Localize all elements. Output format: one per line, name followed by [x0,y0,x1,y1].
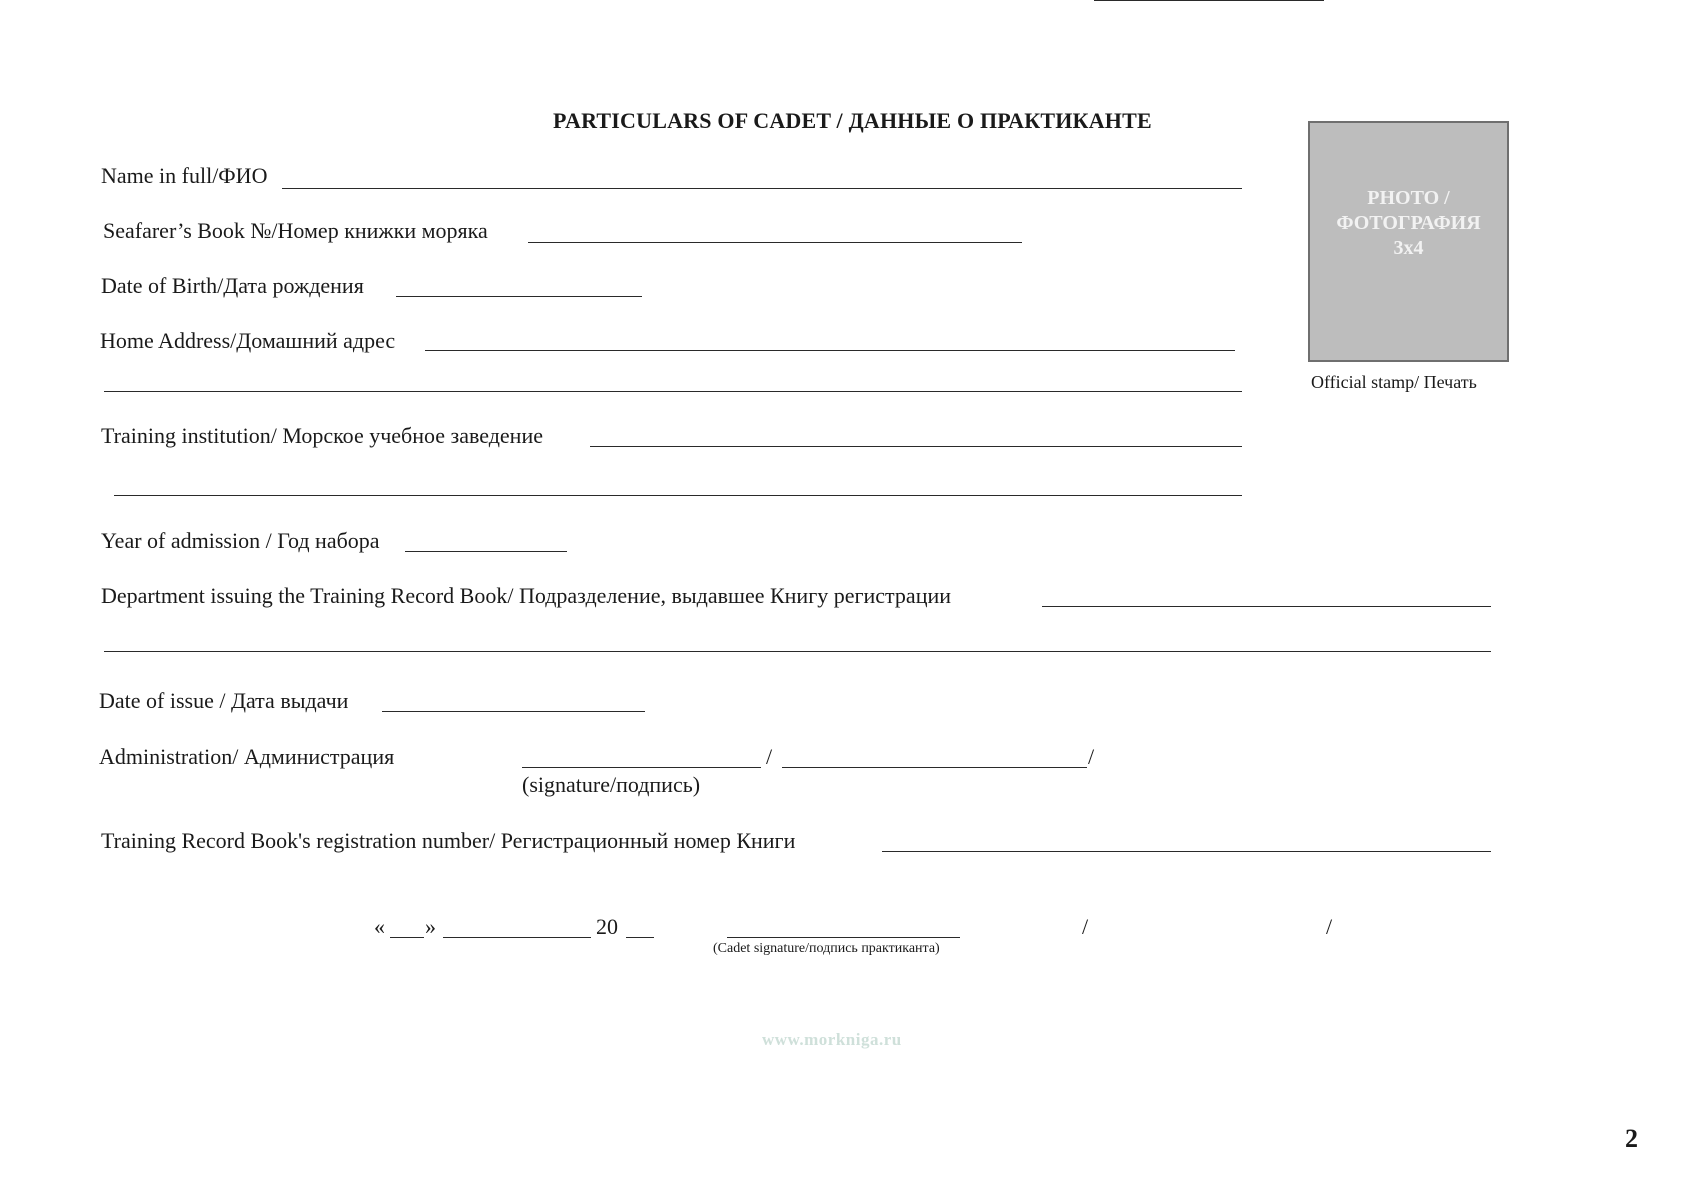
cadet-name-field[interactable] [1094,0,1324,1]
photo-label [1336,186,1480,261]
training-institution-label: Training institution/ Морское учебное заведение [101,423,543,448]
department-field-2[interactable] [104,651,1491,652]
administration-slash-2: / [1088,744,1095,769]
photo-label-line2: ФОТОГРАФИЯ [1336,212,1481,234]
registration-number-field[interactable] [882,851,1491,852]
date-quote-close: » [425,914,436,939]
dob-label: Date of Birth/Дата рождения [101,273,364,298]
year-prefix: 20 [596,914,618,939]
training-institution-field-2[interactable] [114,495,1242,496]
date-of-issue-label: Date of issue / Дата выдачи [99,688,349,713]
year-field[interactable] [626,937,654,938]
home-address-field-1[interactable] [425,350,1235,351]
seafarer-book-field[interactable] [528,242,1022,243]
department-label: Department issuing the Training Record Book/ Подразделение, выдавшее Книгу регистрации [101,583,952,608]
page-number: 2 [1625,1124,1638,1153]
official-stamp-caption: Official stamp/ Печать [1311,372,1477,392]
name-field[interactable] [282,188,1242,189]
administration-label: Administration/ Администрация [99,744,395,769]
date-quote-open: « [374,914,385,939]
cadet-signature-caption: (Cadet signature/подпись практиканта) [713,941,940,956]
photo-label-line3: 3x4 [1393,237,1424,259]
administration-signature-caption: (signature/подпись) [522,772,701,797]
cadet-signature-field[interactable] [727,937,960,938]
administration-name-field[interactable] [782,767,1087,768]
day-field[interactable] [390,937,424,938]
year-of-admission-field[interactable] [405,551,567,552]
name-label: Name in full/ФИО [101,163,268,188]
administration-slash-1: / [766,744,773,769]
seafarer-book-label: Seafarer’s Book №/Номер книжки моряка [103,218,488,243]
date-of-issue-field[interactable] [382,711,645,712]
footer-slash-2: / [1326,914,1333,939]
month-field[interactable] [443,937,591,938]
footer-slash-1: / [1082,914,1089,939]
registration-number-label: Training Record Book's registration number/ Регистрационный номер Книги [101,828,796,853]
home-address-label: Home Address/Домашний адрес [100,328,396,353]
year-of-admission-label: Year of admission / Год набора [101,528,380,553]
watermark: www.morkniga.ru [762,1030,902,1049]
dob-field[interactable] [396,296,642,297]
administration-signature-field[interactable] [522,767,761,768]
training-institution-field-1[interactable] [590,446,1242,447]
home-address-field-2[interactable] [104,391,1242,392]
department-field-1[interactable] [1042,606,1491,607]
page-title: PARTICULARS OF CADET / ДАННЫЕ О ПРАКТИКАНТЕ [553,108,1152,133]
photo-label-line1: PHOTO / [1367,187,1450,209]
photo-placeholder [1308,121,1509,362]
